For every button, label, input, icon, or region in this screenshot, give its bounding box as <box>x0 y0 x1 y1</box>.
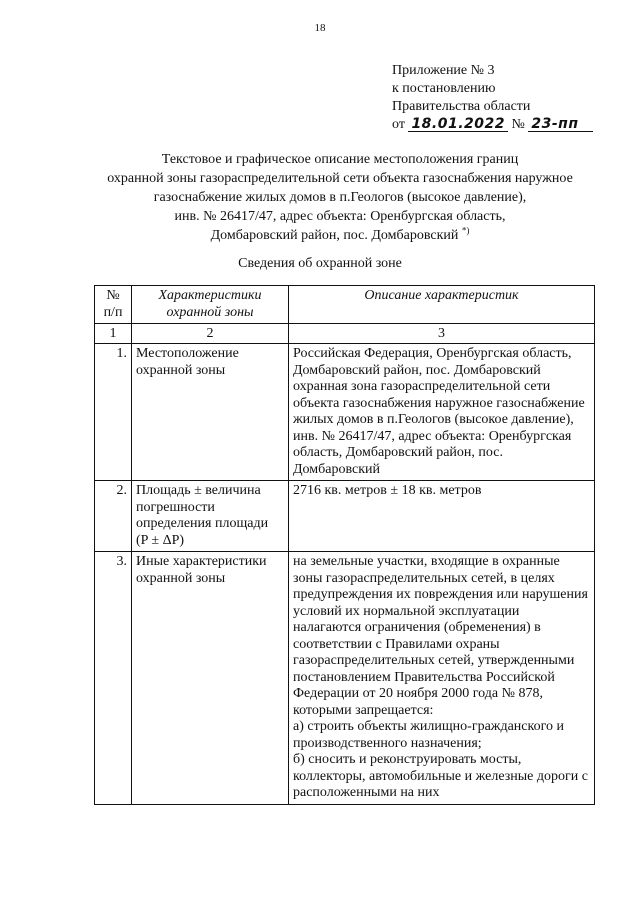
row-description-main: на земельные участки, входящие в охранные зоны газораспределительных сетей, в целях предупреждения их повреждения или нарушения условий их нормальной эксплуатации налагаются ограничения (обременения) в соответствии с Правилами охраны газораспределительных сетей, утвержденными постановлением Правительства Российской Федерации от 20 ноября 2000 года № 878, которыми запрещается: <box>293 554 588 718</box>
row-number: 1. <box>95 344 132 481</box>
title-line-2: охранной зоны газораспределительной сети объекта газоснабжения наружное <box>107 171 573 186</box>
row-description-item-b: б) сносить и реконструировать мосты, коллекторы, автомобильные и железные дороги с расположенными на них <box>293 752 588 800</box>
row-description <box>289 552 595 805</box>
table-row <box>95 481 595 552</box>
row-characteristic: Иные характеристики охранной зоны <box>132 552 289 805</box>
handwritten-number: 23-пп <box>528 117 592 132</box>
header-number: № п/п <box>95 286 132 324</box>
appendix-line-3: Правительства области <box>392 99 531 114</box>
number-label: № <box>511 117 525 132</box>
appendix-line-2: к постановлению <box>392 81 496 96</box>
appendix-block <box>392 62 593 134</box>
row-number: 3. <box>95 552 132 805</box>
from-label: от <box>392 117 405 132</box>
title-line-4: инв. № 26417/47, адрес объекта: Оренбургская область, <box>174 209 506 224</box>
column-number-2: 2 <box>132 324 289 344</box>
title-line-1: Текстовое и графическое описание местоположения границ <box>161 152 519 167</box>
page-number: 18 <box>314 22 326 34</box>
table-row <box>95 552 595 805</box>
row-number: 2. <box>95 481 132 552</box>
column-number-1: 1 <box>95 324 132 344</box>
section-subtitle: Сведения об охранной зоне <box>238 256 402 271</box>
handwritten-date: 18.01.2022 <box>408 117 508 132</box>
document-title <box>60 150 620 245</box>
row-description-item-a: а) строить объекты жилищно-гражданского и производственного назначения; <box>293 719 564 751</box>
row-description: 2716 кв. метров ± 18 кв. метров <box>289 481 595 552</box>
header-description: Описание характеристик <box>289 286 595 324</box>
table-row <box>95 344 595 481</box>
title-line-5 <box>60 226 620 245</box>
column-number-row <box>95 324 595 344</box>
footnote-mark: *) <box>461 225 470 236</box>
appendix-line-1: Приложение № 3 <box>392 63 495 78</box>
column-number-3: 3 <box>289 324 595 344</box>
row-characteristic: Местоположение охранной зоны <box>132 344 289 481</box>
row-description: Российская Федерация, Оренбургская область, Домбаровский район, пос. Домбаровский охранная зона газораспределительной сети объекта газоснабжения наружное газоснабжение жилых домов в п.Геологов (высокое давление), инв. № 26417/47, адрес объекта: Оренбургская область, Домбаровский район, пос. Домбаровский <box>289 344 595 481</box>
appendix-date-line <box>392 116 593 134</box>
table-header-row <box>95 286 595 324</box>
title-line-5-text: Домбаровский район, пос. Домбаровский <box>210 228 459 243</box>
zone-info-table <box>94 285 595 805</box>
row-characteristic: Площадь ± величина погрешности определения площади (P ± ΔP) <box>132 481 289 552</box>
header-characteristic: Характеристики охранной зоны <box>132 286 289 324</box>
title-line-3: газоснабжение жилых домов в п.Геологов (высокое давление), <box>153 190 527 205</box>
